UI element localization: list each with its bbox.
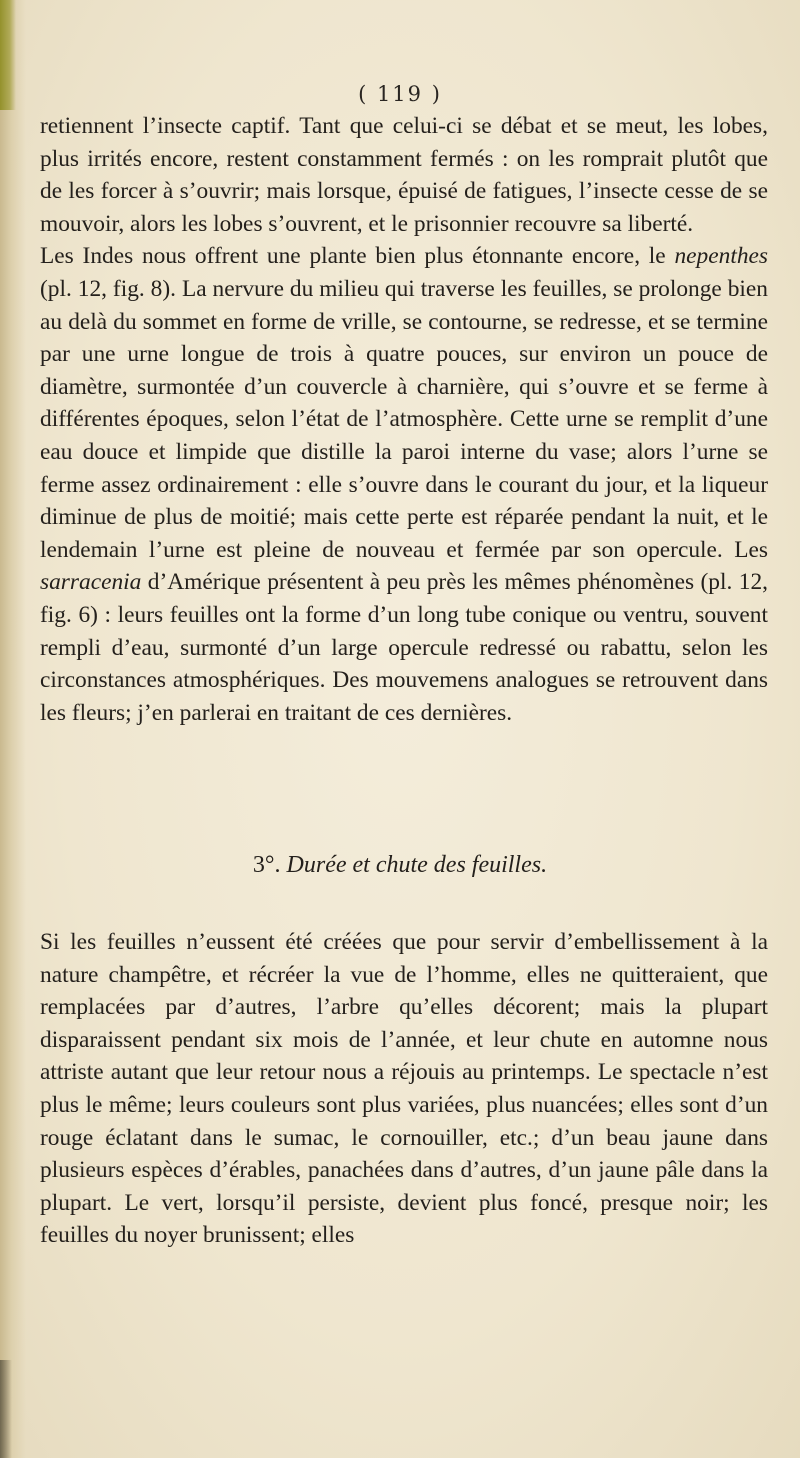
text-block-lower [40, 926, 768, 1252]
page-number: ( 119 ) [358, 82, 442, 106]
text-block-upper [40, 110, 768, 729]
paragraph-text: Si les feuilles n’eussent été créées que pour servir d’embellissement à la nature champêtre, et récréer la vue de l’homme, elles ne quitteraient, que remplacées par d’autres, l’arbre qu’elles décorent; mais la plupart disparaissent pendant six mois de l’année, et leur chute en automne nous attriste autant que leur retour nous a réjouis au printemps. Le spectacle n’est plus le même; leurs couleurs sont plus variées, plus nuancées; elles sont d’un rouge éclatant dans le sumac, le cornouiller, etc.; d’un beau jaune dans plusieurs espèces d’érables, panachées dans d’autres, d’un jaune pâle dans la plupart. Le vert, lorsqu’il persiste, devient plus foncé, presque noir; les feuilles du noyer brunissent; elles [40, 929, 768, 1249]
paragraph-text: (pl. 12, fig. 8). La nervure du milieu qui traverse les feuilles, se prolonge bien au delà du sommet en forme de vrille, se contourne, se redresse, et se termine par une urne longue de trois à quatre pouces, sur environ un pouce de diamètre, surmontée d’un couvercle à charnière, qui s’ouvre et se ferme à différentes époques, selon l’état de l’atmosphère. Cette urne se remplit d’une eau douce et limpide que distille la paroi interne du vase; alors l’urne se ferme assez ordinairement : elle s’ouvre dans le courant du jour, et la liqueur diminue de plus de moitié; mais cette perte est réparée pendant la nuit, et le lendemain l’urne est pleine de nouveau et fermée par son opercule. Les [40, 275, 768, 563]
page-gutter-shadow [0, 0, 26, 1458]
section-number: 3°. [252, 852, 281, 878]
page-spine-edge [0, 1360, 12, 1458]
italic-term-sarracenia: sarracenia [40, 569, 142, 596]
paragraph-continuation [40, 110, 768, 240]
section-heading [0, 852, 800, 879]
paragraph-nepenthes [40, 240, 768, 729]
paragraph-text: retiennent l’insecte captif. Tant que celui-ci se débat et se meut, les lobes, plus irrités encore, restent constamment fermés : on les romprait plutôt que de les forcer à s’ouvrir; mais lorsque, épuisé de fatigues, l’insecte cesse de se mouvoir, alors les lobes s’ouvrent, et le prisonnier recouvre sa liberté. [40, 113, 768, 237]
paragraph-text: d’Amérique présentent à peu près les mêmes phénomènes (pl. 12, fig. 6) : leurs feuilles ont la forme d’un long tube conique ou ventru, souvent rempli d’eau, surmonté d’un large opercule redressé ou rabattu, selon les circonstances atmosphériques. Des mouvemens analogues se retrouvent dans les fleurs; j’en parlerai en traitant de ces dernières. [40, 569, 768, 726]
section-title: Durée et chute des feuilles. [286, 852, 548, 878]
paragraph-leaves [40, 926, 768, 1252]
italic-term-nepenthes: nepenthes [674, 243, 768, 270]
paragraph-text: Les Indes nous offrent une plante bien plus étonnante encore, le [40, 243, 675, 270]
